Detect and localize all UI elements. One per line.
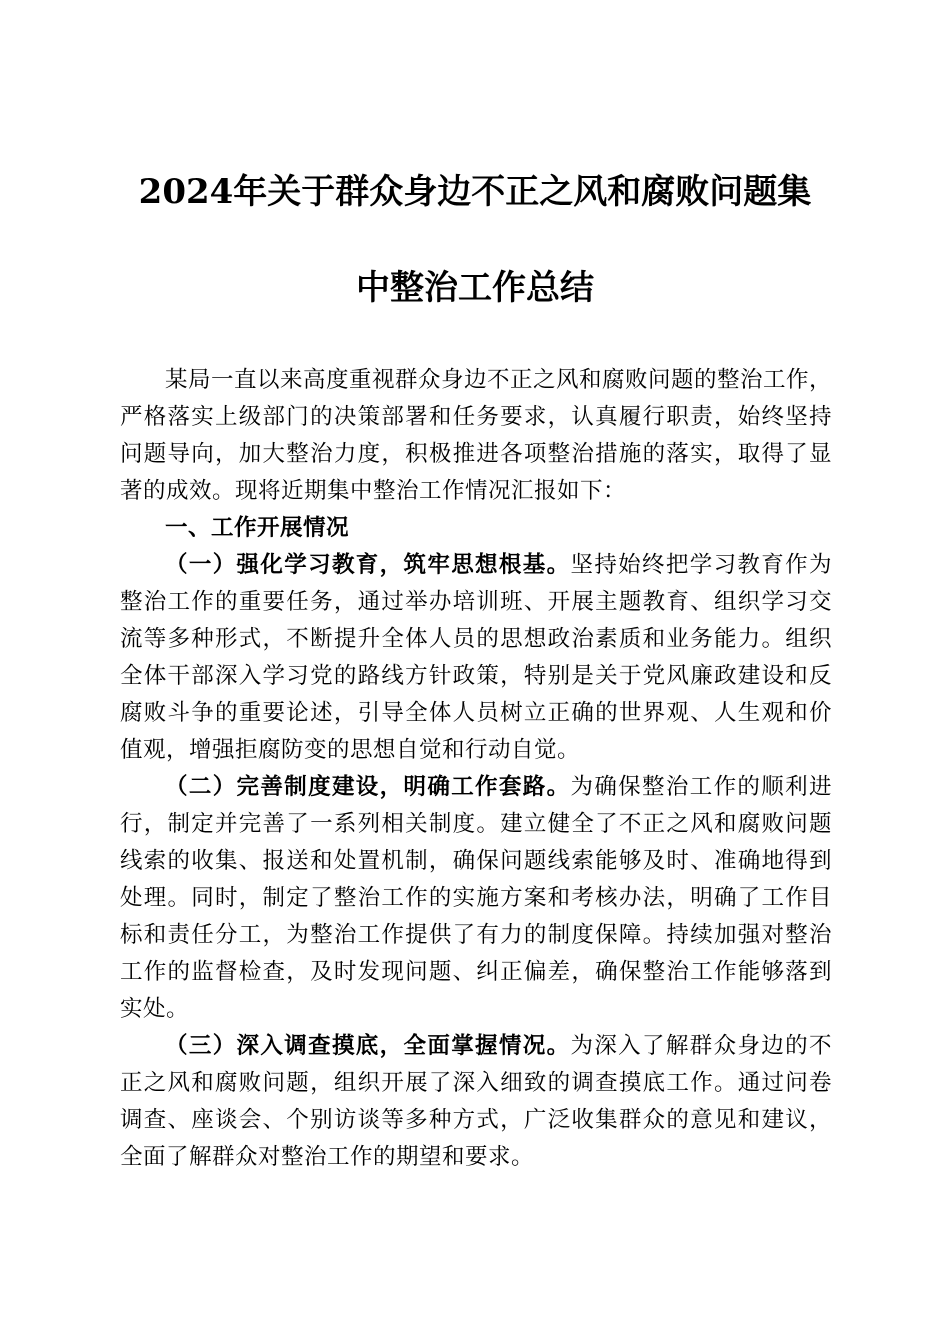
- item-lead-3: （三）深入调查摸底，全面掌握情况。: [165, 1033, 571, 1059]
- document-title-line-2: 中整治工作总结: [356, 268, 594, 308]
- intro-paragraph: 某局一直以来高度重视群众身边不正之风和腐败问题的整治工作，严格落实上级部门的决策部署和任务要求，认真履行职责，始终坚持问题导向，加大整治力度，积极推进各项整治措施的落实，取得了显著的成效。现将近期集中整治工作情况汇报如下：: [120, 367, 833, 504]
- item-lead-1: （一）强化学习教育，筑牢思想根基。: [165, 552, 571, 578]
- document-title-line-1: 2024年关于群众身边不正之风和腐败问题集: [138, 172, 812, 212]
- document-body: [120, 362, 832, 1176]
- item-paragraph-1: [120, 547, 832, 769]
- section-heading-1: 一、工作开展情况: [165, 515, 350, 541]
- item-paragraph-2: [120, 769, 832, 1028]
- item-text-3: 为深入了解群众身边的不正之风和腐败问题，组织开展了深入细致的调查摸底工作。通过问卷调查、座谈会、个别访谈等多种方式，广泛收集群众的意见和建议，全面了解群众对整治工作的期望和要求。: [120, 1033, 832, 1170]
- item-lead-2: （二）完善制度建设，明确工作套路。: [165, 774, 571, 800]
- item-text-1: 坚持始终把学习教育作为整治工作的重要任务，通过举办培训班、开展主题教育、组织学习交流等多种形式，不断提升全体人员的思想政治素质和业务能力。组织全体干部深入学习党的路线方针政策，特别是关于党风廉政建设和反腐败斗争的重要论述，引导全体人员树立正确的世界观、人生观和价值观，增强拒腐防变的思想自觉和行动自觉。: [120, 552, 832, 763]
- item-paragraph-3: [120, 1028, 832, 1176]
- item-text-2: 为确保整治工作的顺利进行，制定并完善了一系列相关制度。建立健全了不正之风和腐败问题线索的收集、报送和处置机制，确保问题线索能够及时、准确地得到处理。同时，制定了整治工作的实施方案和考核办法，明确了工作目标和责任分工，为整治工作提供了有力的制度保障。持续加强对整治工作的监督检查，及时发现问题、纠正偏差，确保整治工作能够落到实处。: [120, 774, 832, 1022]
